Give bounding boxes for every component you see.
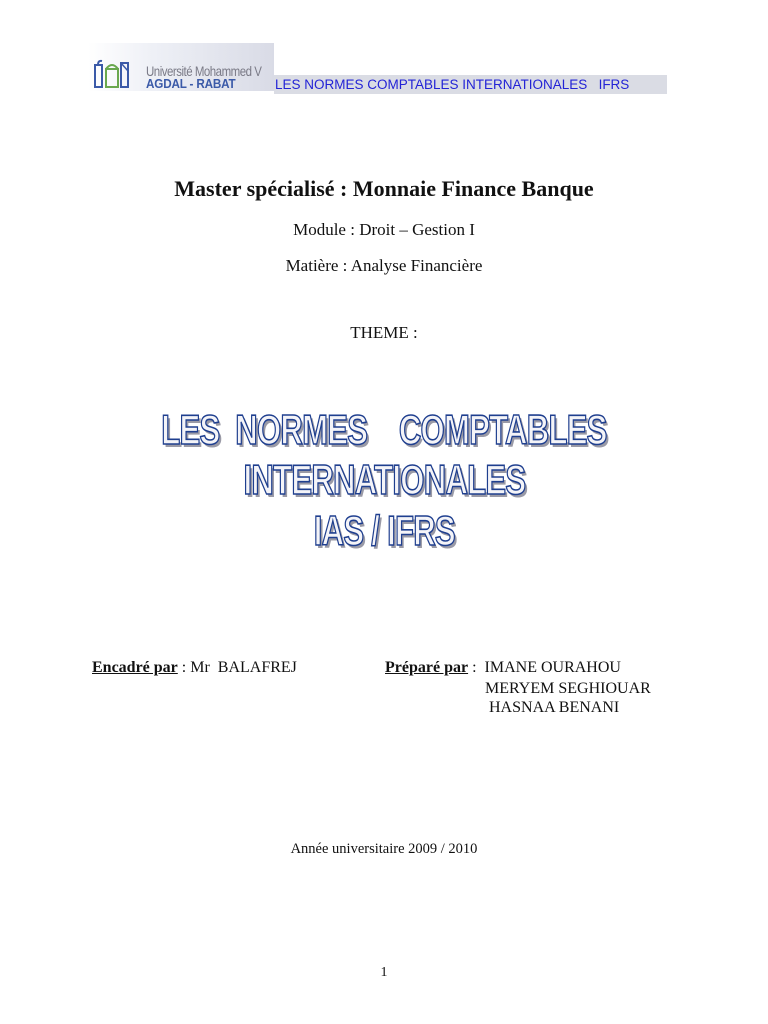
university-emblem-icon bbox=[94, 59, 130, 89]
logo-university-name: Université Mohammed V bbox=[146, 63, 262, 79]
supervisor-name: : Mr BALAFREJ bbox=[177, 659, 297, 676]
authors-label: Préparé par bbox=[385, 659, 469, 676]
author-name-1: : IMANE OURAHOU bbox=[468, 659, 621, 676]
main-title-text-1: LES NORMES COMPTABLES bbox=[161, 406, 607, 453]
master-title: Master spécialisé : Monnaie Finance Banque bbox=[174, 176, 594, 201]
running-header-title: LES NORMES COMPTABLES INTERNATIONALES IFRS bbox=[274, 75, 667, 94]
matiere-line: Matière : Analyse Financière bbox=[285, 256, 483, 275]
main-title-line-2 bbox=[0, 455, 768, 505]
authors-line bbox=[385, 659, 621, 677]
theme-label: THEME : bbox=[350, 323, 418, 342]
university-logo bbox=[88, 43, 274, 91]
main-title-text-3: IAS / IFRS bbox=[313, 507, 455, 554]
main-title-line-3 bbox=[0, 506, 768, 556]
main-title-text-2: INTERNATIONALES bbox=[243, 456, 525, 503]
main-title-line-1 bbox=[0, 405, 768, 455]
module-line: Module : Droit – Gestion I bbox=[293, 220, 475, 239]
author-name-3: HASNAA BENANI bbox=[489, 699, 620, 716]
author-name-2: MERYEM SEGHIOUAR bbox=[485, 680, 651, 697]
academic-year: Année universitaire 2009 / 2010 bbox=[290, 841, 478, 857]
logo-campus-name: AGDAL - RABAT bbox=[146, 76, 236, 91]
supervisor-label: Encadré par bbox=[92, 659, 178, 676]
page-number: 1 bbox=[380, 965, 388, 980]
supervisor-line bbox=[92, 659, 297, 677]
